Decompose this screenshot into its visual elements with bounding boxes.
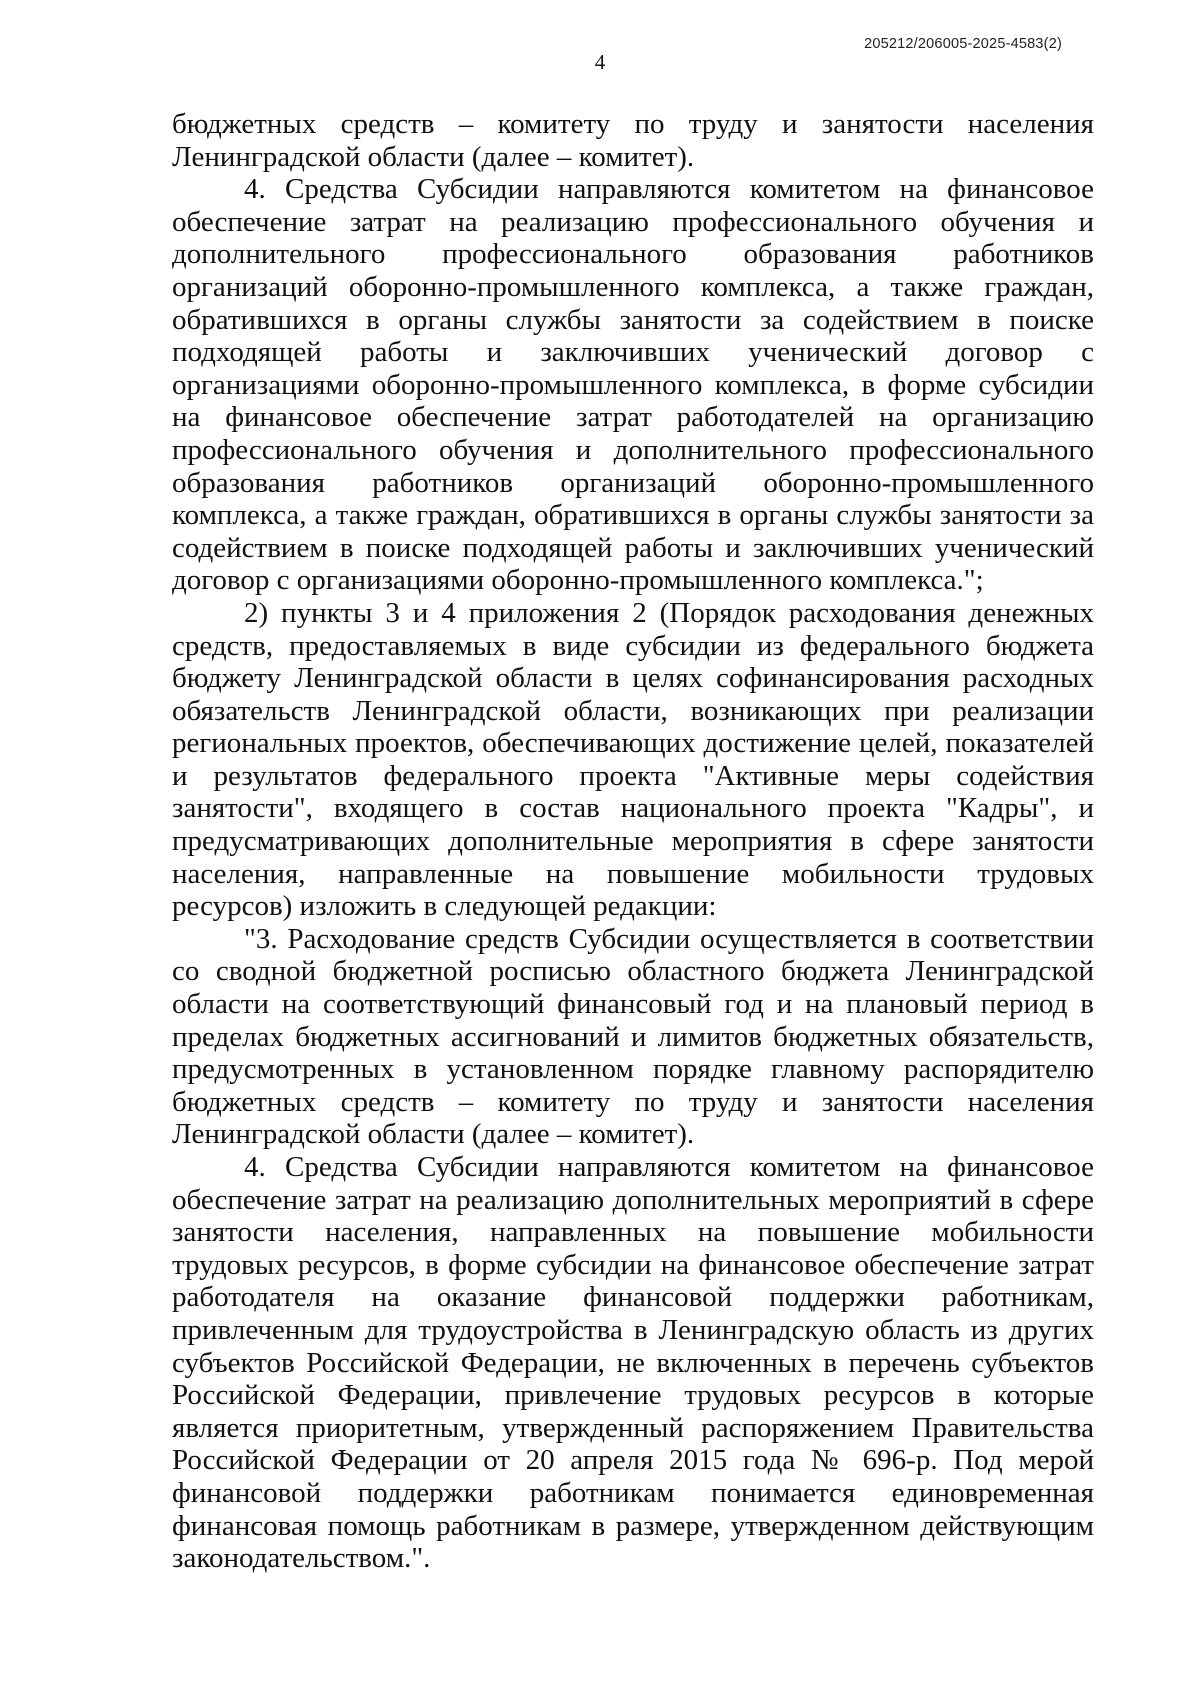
document-body <box>172 108 1094 1575</box>
page-number: 4 <box>594 50 606 74</box>
paragraph-item-2-amendment: 2) пункты 3 и 4 приложения 2 (Порядок расходования денежных средств, предоставляемых в виде субсидии из федерального бюджета бюджету Ленинградской области в целях софинансирования расходных обязательств Ленинградской области, возникающих при реализации региональных проектов, обеспечивающих достижение целей, показателей и результатов федерального проекта "Активные меры содействия занятости", входящего в состав национального проекта "Кадры", и предусматривающих дополнительные мероприятия в сфере занятости населения, направленные на повышение мобильности трудовых ресурсов) изложить в следующей редакции: <box>172 596 1094 923</box>
paragraph-item-4-new: 4. Средства Субсидии направляются комитетом на финансовое обеспечение затрат на реализацию дополнительных мероприятий в сфере занятости населения, направленных на повышение мобильности трудовых ресурсов, в форме субсидии на финансовое обеспечение затрат работодателя на оказание финансовой поддержки работникам, привлеченным для трудоустройства в Ленинградскую область из других субъектов Российской Федерации, не включенных в перечень субъектов Российской Федерации, привлечение трудовых ресурсов в которые является приоритетным, утвержденный распоряжением Правительства Российской Федерации от 20 апреля 2015 года № 696-р. Под мерой финансовой поддержки работникам понимается единовременная финансовая помощь работникам в размере, утвержденном действующим законодательством.". <box>172 1151 1094 1575</box>
paragraph-item-4-old: 4. Средства Субсидии направляются комитетом на финансовое обеспечение затрат на реализацию профессионального обучения и дополнительного профессионального образования работников организаций оборонно-промышленного комплекса, а также граждан, обратившихся в органы службы занятости за содействием в поиске подходящей работы и заключивших ученический договор с организациями оборонно-промышленного комплекса, в форме субсидии на финансовое обеспечение затрат работодателей на организацию профессионального обучения и дополнительного профессионального образования работников организаций оборонно-промышленного комплекса, а также граждан, обратившихся в органы службы занятости за содействием в поиске подходящей работы и заключивших ученический договор с организациями оборонно-промышленного комплекса."; <box>172 173 1094 597</box>
document-registration-number: 205212/206005-2025-4583(2) <box>864 36 1062 52</box>
paragraph-continuation: бюджетных средств – комитету по труду и занятости населения Ленинградской области (далее – комитет). <box>172 108 1094 173</box>
paragraph-item-3-new: "3. Расходование средств Субсидии осуществляется в соответствии со сводной бюджетной росписью областного бюджета Ленинградской области на соответствующий финансовый год и на плановый период в пределах бюджетных ассигнований и лимитов бюджетных обязательств, предусмотренных в установленном порядке главному распорядителю бюджетных средств – комитету по труду и занятости населения Ленинградской области (далее – комитет). <box>172 922 1094 1151</box>
